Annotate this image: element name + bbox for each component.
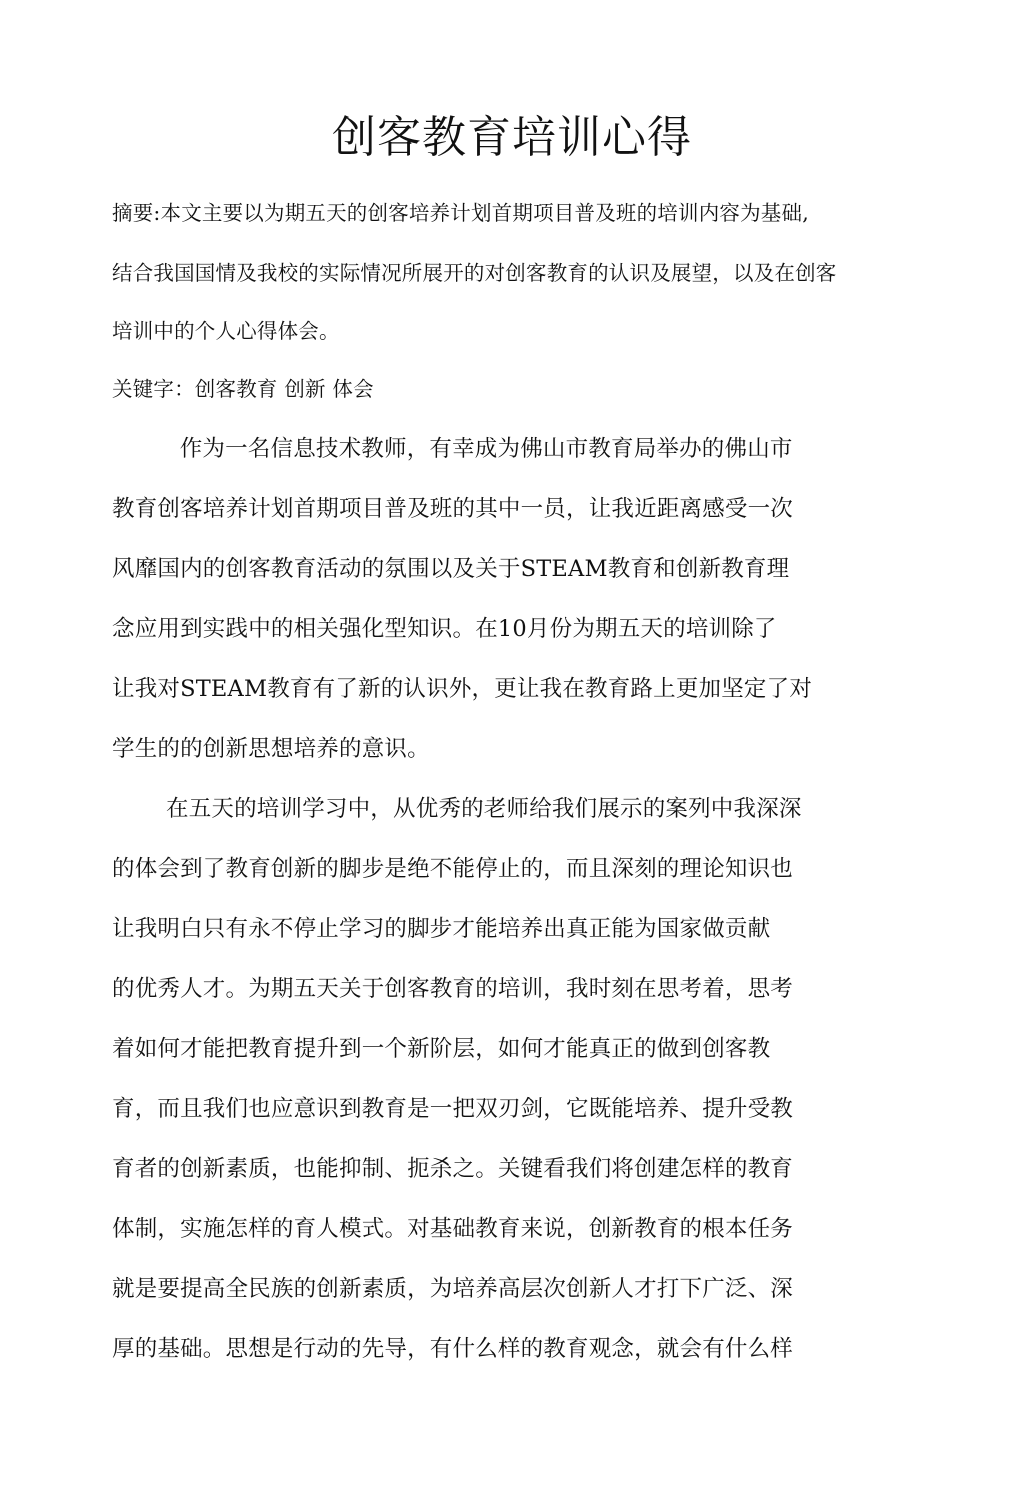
paragraph-line: 育，而且我们也应意识到教育是一把双刃剑，它既能培养、提升受教 (112, 1096, 794, 1122)
abstract-line: 培训中的个人心得体会。 (112, 319, 340, 343)
paragraph-line: 厚的基础。思想是行动的先导，有什么样的教育观念，就会有什么样 (112, 1336, 794, 1362)
paragraph-line: 让我明白只有永不停止学习的脚步才能培养出真正能为国家做贡献 (112, 916, 771, 942)
paragraph-line: 学生的的创新思想培养的意识。 (112, 736, 430, 762)
paragraph-line: 体制，实施怎样的育人模式。对基础教育来说，创新教育的根本任务 (112, 1216, 794, 1242)
paragraph-line: 让我对STEAM教育有了新的认识外，更让我在教育路上更加坚定了对 (112, 676, 813, 702)
keywords-line: 关键字：创客教育 创新 体会 (112, 377, 374, 401)
abstract-line: 结合我国国情及我校的实际情况所展开的对创客教育的认识及展望，以及在创客 (112, 261, 837, 285)
document-title: 创客教育培训心得 (332, 112, 692, 163)
paragraph-line: 风靡国内的创客教育活动的氛围以及关于STEAM教育和创新教育理 (112, 556, 790, 582)
paragraph-line: 教育创客培养计划首期项目普及班的其中一员，让我近距离感受一次 (112, 496, 794, 522)
paragraph-line: 的优秀人才。为期五天关于创客教育的培训，我时刻在思考着，思考 (112, 976, 794, 1002)
paragraph-line: 着如何才能把教育提升到一个新阶层，如何才能真正的做到创客教 (112, 1036, 771, 1062)
paragraph-line: 就是要提高全民族的创新素质，为培养高层次创新人才打下广泛、深 (112, 1276, 794, 1302)
paragraph-line: 育者的创新素质，也能抑制、扼杀之。关键看我们将创建怎样的教育 (112, 1156, 794, 1182)
paragraph-line: 的体会到了教育创新的脚步是绝不能停止的，而且深刻的理论知识也 (112, 856, 794, 882)
paragraph-line: 作为一名信息技术教师，有幸成为佛山市教育局举办的佛山市 (157, 436, 793, 462)
paragraph-line: 念应用到实践中的相关强化型知识。在10月份为期五天的培训除了 (112, 616, 777, 642)
paragraph-line: 在五天的培训学习中，从优秀的老师给我们展示的案列中我深深 (166, 796, 802, 822)
abstract-line: 摘要:本文主要以为期五天的创客培养计划首期项目普及班的培训内容为基础, (112, 201, 809, 225)
